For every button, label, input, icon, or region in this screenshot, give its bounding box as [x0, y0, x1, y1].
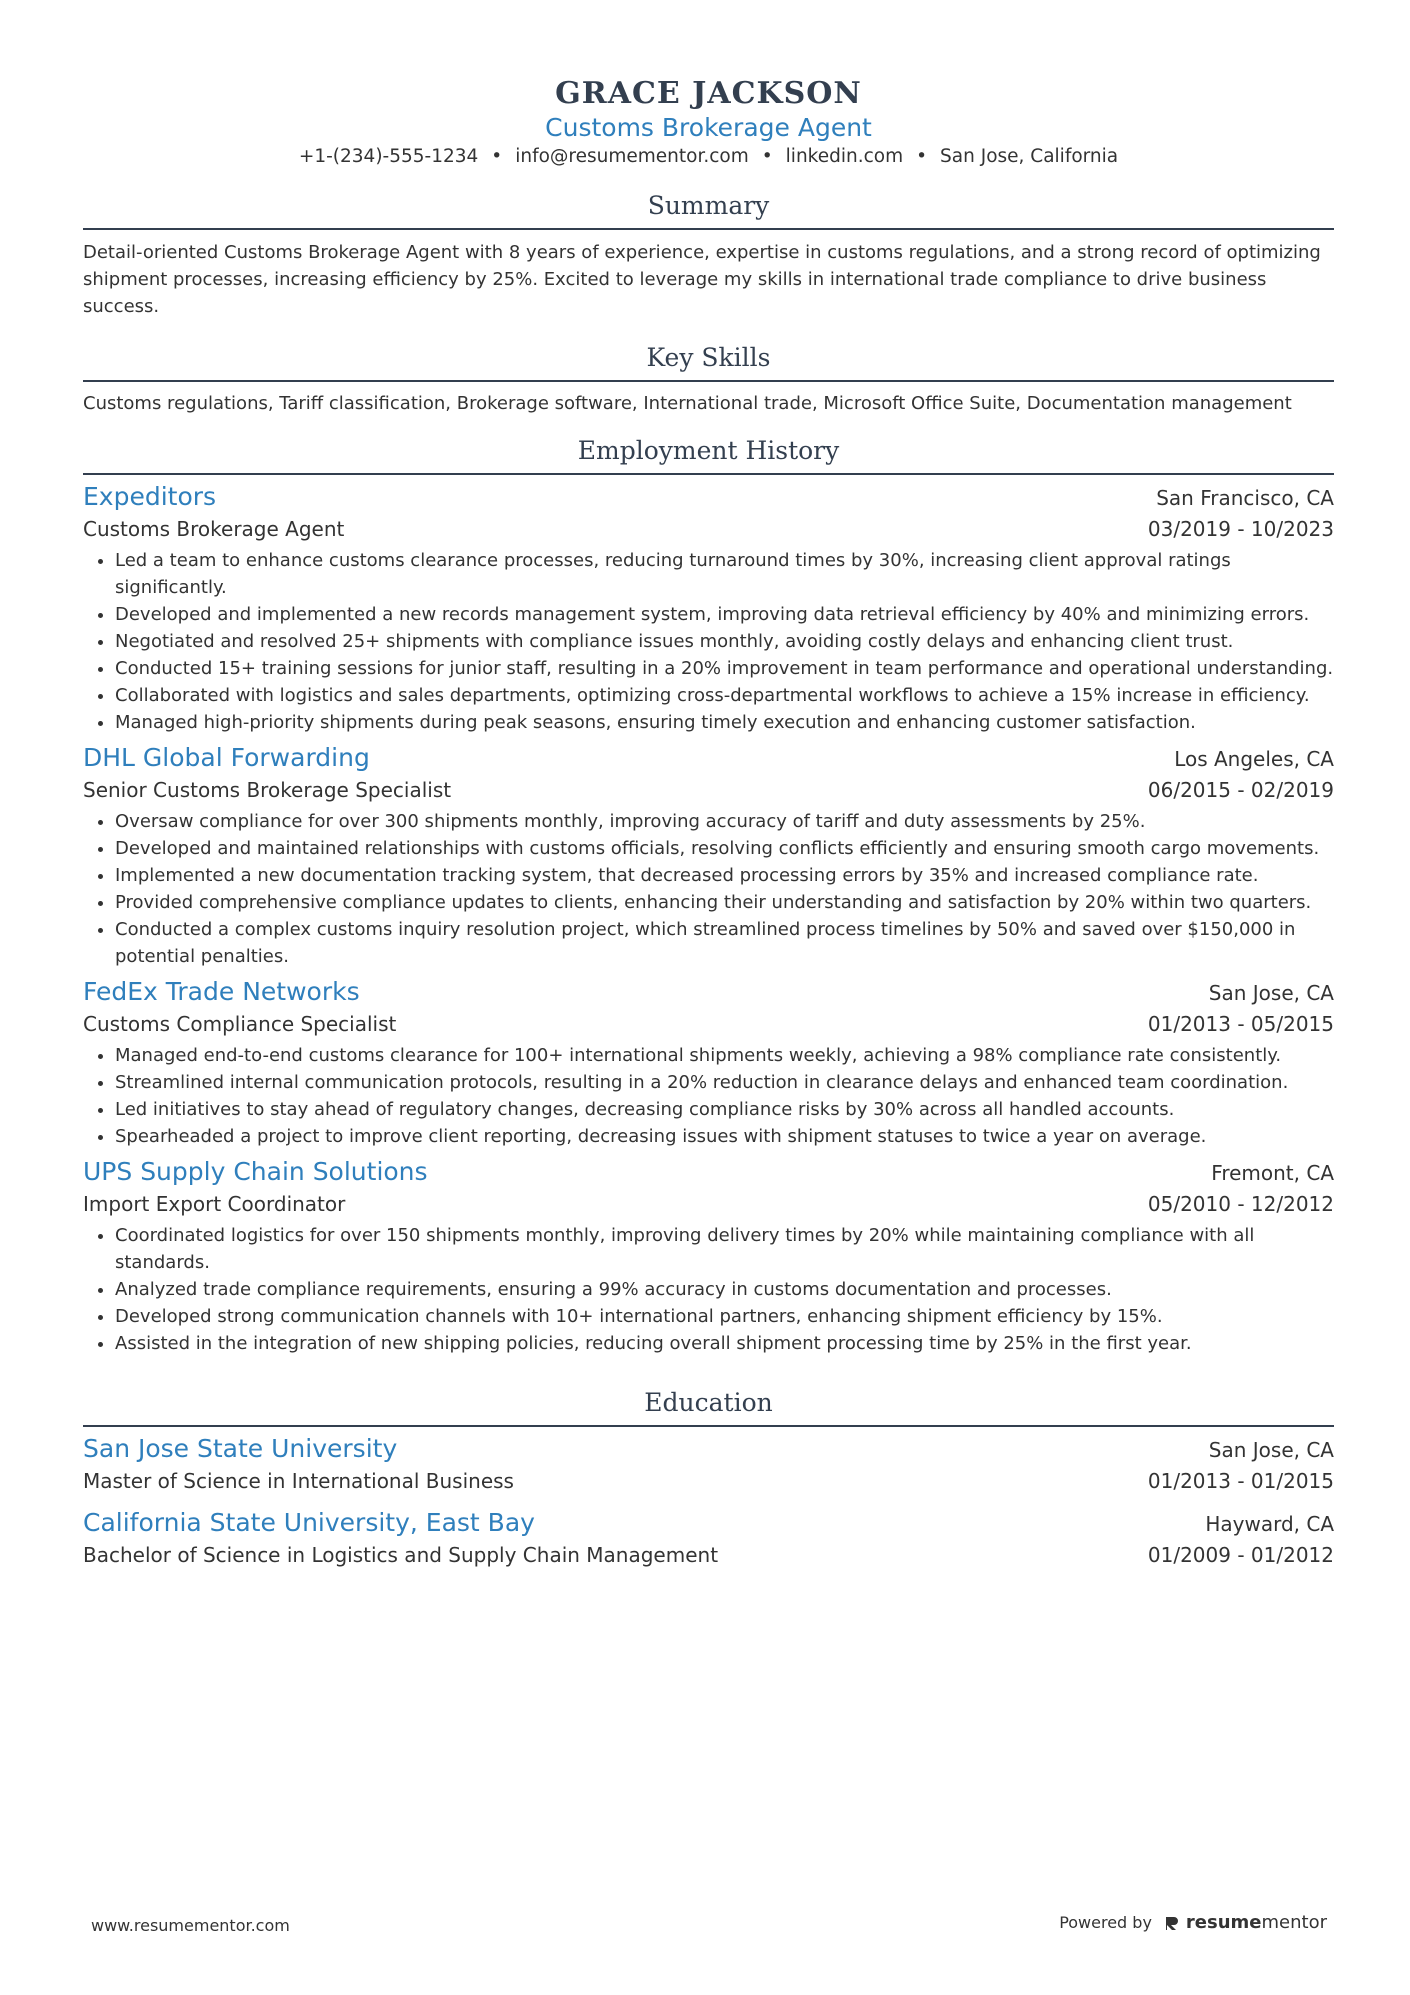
- job-bullet: • Developed and implemented a new records management system, improving data retrieval efficiency by 40% and minimizing errors.: [115, 601, 1334, 628]
- job-bullet: • Provided comprehensive compliance updates to clients, enhancing their understanding and satisfaction by 20% within two quarters.: [115, 889, 1334, 916]
- job-bullet: • Developed strong communication channels with 10+ international partners, enhancing shipment efficiency by 15%.: [115, 1303, 1334, 1330]
- job-bullet: • Conducted a complex customs inquiry resolution project, which streamlined process timelines by 50% and saved over $150,000 in potential penalties.: [115, 916, 1334, 970]
- contact-location: San Jose, California: [940, 146, 1119, 167]
- job-header-row: [83, 742, 1334, 774]
- resumementor-logo-icon: [1164, 1915, 1180, 1931]
- job-bullet: • Coordinated logistics for over 150 shipments monthly, improving delivery times by 20% while maintaining compliance with all standards.: [115, 1222, 1334, 1276]
- education-entry: [83, 1507, 1334, 1571]
- job-header-row: [83, 481, 1334, 513]
- company-name: Expeditors: [83, 482, 217, 511]
- job-role: Customs Compliance Specialist: [83, 1012, 397, 1036]
- contact-separator: •: [916, 146, 928, 167]
- job-bullet: • Developed and maintained relationships with customs officials, resolving conflicts efficiently and ensuring smooth cargo movements.: [115, 835, 1334, 862]
- candidate-title: Customs Brokerage Agent: [545, 113, 872, 142]
- job-entry: [83, 1156, 1334, 1357]
- job-bullet: • Led a team to enhance customs clearance processes, reducing turnaround times by 30%, increasing client approval ratings significantly.: [115, 547, 1334, 601]
- education-degree-row: [83, 1539, 1334, 1571]
- section-heading-skills: Key Skills: [83, 342, 1334, 382]
- job-entry: [83, 481, 1334, 736]
- education-dates: 01/2009 - 01/2012: [1147, 1543, 1334, 1567]
- company-name: DHL Global Forwarding: [83, 743, 370, 772]
- powered-by-label: Powered by: [1059, 1913, 1152, 1932]
- section-heading-summary: Summary: [83, 190, 1334, 230]
- company-name: UPS Supply Chain Solutions: [83, 1157, 428, 1186]
- job-bullet: • Conducted 15+ training sessions for junior staff, resulting in a 20% improvement in team performance and operational understanding.: [115, 655, 1334, 682]
- degree-name: Master of Science in International Business: [83, 1469, 514, 1493]
- job-dates: 01/2013 - 05/2015: [1147, 1012, 1334, 1036]
- job-entry: [83, 742, 1334, 970]
- job-role-row: [83, 774, 1334, 806]
- job-bullet-list: [83, 1222, 1334, 1357]
- job-bullet: • Analyzed trade compliance requirements, ensuring a 99% accuracy in customs documentation and processes.: [115, 1276, 1334, 1303]
- education-header-row: [83, 1507, 1334, 1539]
- job-list: [83, 481, 1334, 1357]
- job-entry: [83, 976, 1334, 1150]
- job-bullet: • Spearheaded a project to improve client reporting, decreasing issues with shipment statuses to twice a year on average.: [115, 1123, 1334, 1150]
- degree-name: Bachelor of Science in Logistics and Supply Chain Management: [83, 1543, 719, 1567]
- job-role-row: [83, 1008, 1334, 1040]
- school-location: San Jose, CA: [1208, 1438, 1334, 1462]
- job-dates: 03/2019 - 10/2023: [1147, 517, 1334, 541]
- job-location: Fremont, CA: [1211, 1161, 1334, 1185]
- resume-page: [83, 0, 1334, 1571]
- skills-section: [83, 342, 1334, 417]
- job-dates: 06/2015 - 02/2019: [1147, 778, 1334, 802]
- company-name: FedEx Trade Networks: [83, 977, 360, 1006]
- school-name: San Jose State University: [83, 1434, 398, 1463]
- school-location: Hayward, CA: [1205, 1512, 1334, 1536]
- contact-phone[interactable]: +1-(234)-555-1234: [298, 146, 479, 167]
- summary-section: [83, 190, 1334, 320]
- job-bullet: • Implemented a new documentation tracking system, that decreased processing errors by 35% and increased compliance rate.: [115, 862, 1334, 889]
- contact-separator: •: [761, 146, 773, 167]
- job-bullet: • Collaborated with logistics and sales departments, optimizing cross-departmental workflows to achieve a 15% increase in efficiency.: [115, 682, 1334, 709]
- job-bullet: • Oversaw compliance for over 300 shipments monthly, improving accuracy of tariff and duty assessments by 25%.: [115, 808, 1334, 835]
- section-heading-employment: Employment History: [83, 435, 1334, 475]
- job-location: San Francisco, CA: [1156, 486, 1334, 510]
- job-role: Customs Brokerage Agent: [83, 517, 345, 541]
- job-bullet-list: [83, 808, 1334, 970]
- education-degree-row: [83, 1465, 1334, 1497]
- skills-text: Customs regulations, Tariff classification, Brokerage software, International trade, Microsoft Office Suite, Documentation management: [83, 393, 1292, 414]
- footer-website[interactable]: www.resumementor.com: [91, 1916, 290, 1935]
- education-entry: [83, 1433, 1334, 1497]
- summary-text: Detail-oriented Customs Brokerage Agent with 8 years of experience, expertise in customs regulations, and a strong record of optimizing shipment processes, increasing efficiency by 25%. Excited to leverage my skills in international trade compliance to drive business success.: [83, 242, 1321, 317]
- job-role: Senior Customs Brokerage Specialist: [83, 778, 452, 802]
- resumementor-logo[interactable]: [1164, 1912, 1327, 1933]
- job-role-row: [83, 1188, 1334, 1220]
- job-bullet: • Streamlined internal communication protocols, resulting in a 20% reduction in clearance delays and enhanced team coordination.: [115, 1069, 1334, 1096]
- contact-linkedin[interactable]: linkedin.com: [785, 146, 904, 167]
- contact-separator: •: [491, 146, 503, 167]
- contact-line: [83, 144, 1334, 170]
- job-bullet: • Managed high-priority shipments during peak seasons, ensuring timely execution and enhancing customer satisfaction.: [115, 709, 1334, 736]
- job-bullet-list: [83, 1042, 1334, 1150]
- job-role-row: [83, 513, 1334, 545]
- school-name: California State University, East Bay: [83, 1508, 535, 1537]
- footer-branding: [1059, 1912, 1327, 1933]
- job-role: Import Export Coordinator: [83, 1192, 346, 1216]
- logo-text-light: mentor: [1261, 1912, 1327, 1933]
- employment-section: [83, 435, 1334, 1357]
- job-bullet: • Assisted in the integration of new shipping policies, reducing overall shipment processing time by 25% in the first year.: [115, 1330, 1334, 1357]
- job-header-row: [83, 976, 1334, 1008]
- job-location: San Jose, CA: [1208, 981, 1334, 1005]
- section-heading-education: Education: [83, 1387, 1334, 1427]
- job-bullet: • Led initiatives to stay ahead of regulatory changes, decreasing compliance risks by 30% across all handled accounts.: [115, 1096, 1334, 1123]
- school-list: [83, 1433, 1334, 1571]
- contact-email[interactable]: info@resumementor.com: [515, 146, 749, 167]
- job-header-row: [83, 1156, 1334, 1188]
- logo-text-bold: resume: [1185, 1912, 1262, 1933]
- education-header-row: [83, 1433, 1334, 1465]
- job-bullet: • Managed end-to-end customs clearance for 100+ international shipments weekly, achieving a 98% compliance rate consistently.: [115, 1042, 1334, 1069]
- education-section: [83, 1387, 1334, 1571]
- job-location: Los Angeles, CA: [1174, 747, 1334, 771]
- job-dates: 05/2010 - 12/2012: [1147, 1192, 1334, 1216]
- job-bullet: • Negotiated and resolved 25+ shipments with compliance issues monthly, avoiding costly delays and enhancing client trust.: [115, 628, 1334, 655]
- job-bullet-list: [83, 547, 1334, 736]
- candidate-name: GRACE JACKSON: [555, 76, 862, 111]
- education-dates: 01/2013 - 01/2015: [1147, 1469, 1334, 1493]
